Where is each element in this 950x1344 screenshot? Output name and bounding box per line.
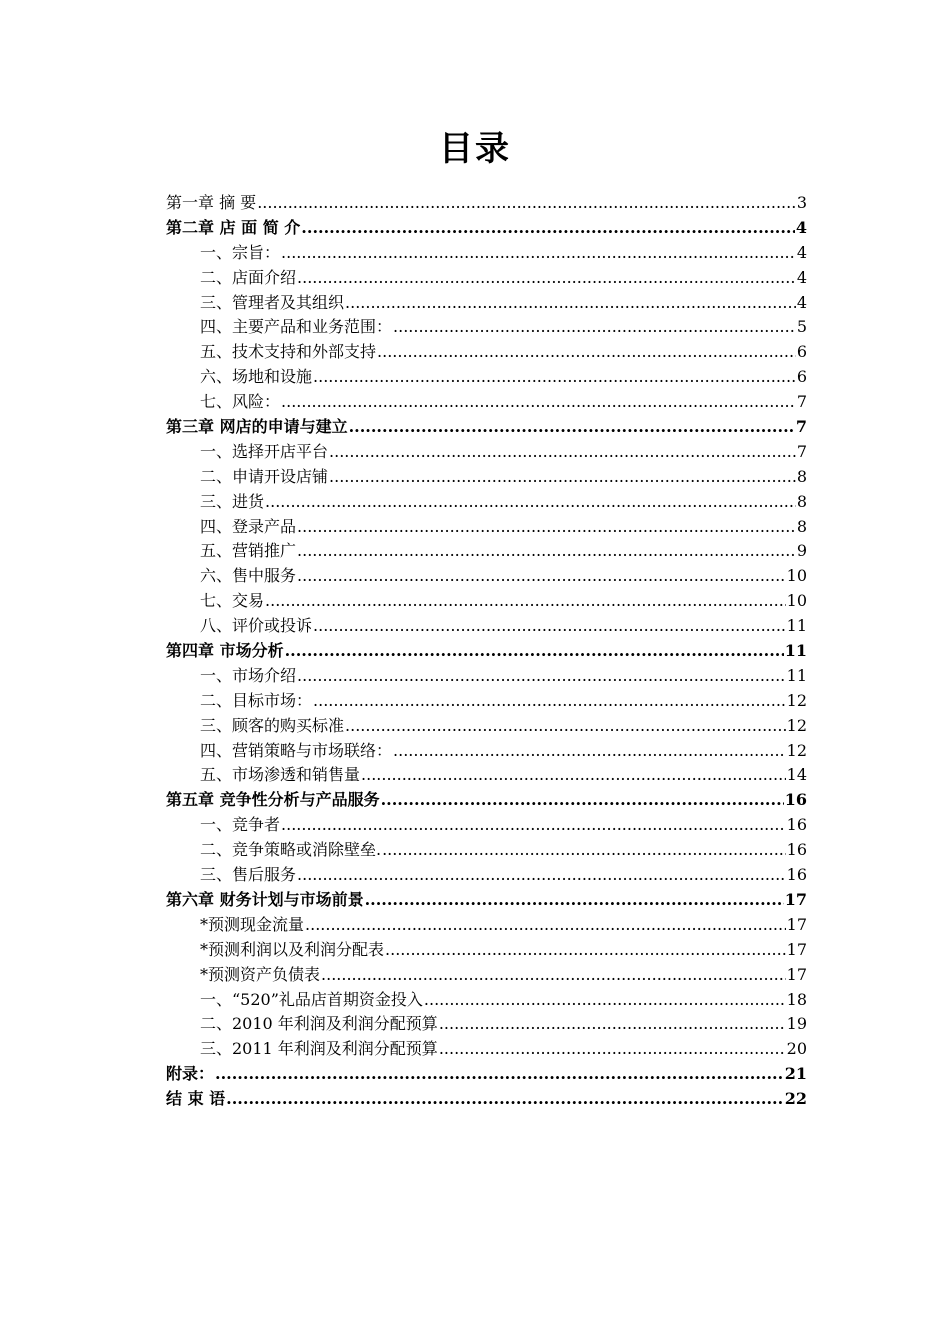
dot-leader <box>424 988 786 1013</box>
dot-leader <box>382 838 786 863</box>
toc-page-number: 16 <box>786 815 807 835</box>
toc-section-entry[interactable] <box>166 315 807 340</box>
toc-entry-label: 六、售中服务 <box>200 566 297 586</box>
toc-chapter-entry[interactable] <box>166 639 807 664</box>
dot-leader <box>301 216 795 241</box>
dot-leader <box>257 191 796 216</box>
toc-page-number: 10 <box>786 566 807 586</box>
toc-chapter-entry[interactable] <box>166 1062 807 1087</box>
dot-leader <box>349 415 795 440</box>
toc-section-entry[interactable] <box>166 365 807 390</box>
toc-chapter-entry[interactable] <box>166 788 807 813</box>
toc-page-number: 22 <box>784 1089 807 1109</box>
toc-page-number: 4 <box>796 267 807 287</box>
toc-section-entry[interactable] <box>166 988 807 1013</box>
toc-page-number: 19 <box>786 1014 807 1034</box>
toc-entry-label: 第三章 网店的申请与建立 <box>166 417 348 437</box>
toc-page-number: 11 <box>786 665 807 685</box>
toc-entry-label: 第一章 摘 要 <box>166 193 257 212</box>
toc-chapter-entry[interactable] <box>166 415 807 440</box>
dot-leader <box>313 689 786 714</box>
toc-page-number: 4 <box>795 217 807 237</box>
toc-section-entry[interactable] <box>166 838 807 863</box>
toc-page-number: 17 <box>786 964 807 984</box>
dot-leader <box>393 739 786 764</box>
toc-page-number: 8 <box>796 466 807 486</box>
toc-section-entry[interactable] <box>166 340 807 365</box>
toc-entry-label: 八、评价或投诉 <box>200 616 313 636</box>
toc-entry-label: 一、市场介绍 <box>200 665 297 685</box>
toc-chapter-entry[interactable] <box>166 216 807 241</box>
dot-leader <box>281 390 796 415</box>
toc-page-number: 16 <box>786 840 807 860</box>
toc-entry-label: 附录： <box>166 1064 215 1084</box>
toc-page-number: 12 <box>786 690 807 710</box>
toc-section-entry[interactable] <box>166 564 807 589</box>
dot-leader <box>345 714 786 739</box>
dot-leader <box>305 913 786 938</box>
toc-entry-label: 一、选择开店平台 <box>200 441 329 461</box>
toc-section-entry[interactable] <box>166 241 807 266</box>
toc-entry-label: *预测现金流量 <box>200 914 305 934</box>
toc-entry-label: 第五章 竞争性分析与产品服务 <box>166 790 380 810</box>
dot-leader <box>297 515 796 540</box>
toc-section-entry[interactable] <box>166 465 807 490</box>
toc-section-entry[interactable] <box>166 913 807 938</box>
toc-entry-label: 三、顾客的购买标准 <box>200 715 345 735</box>
dot-leader <box>329 465 796 490</box>
toc-section-entry[interactable] <box>166 440 807 465</box>
toc-entry-label: 二、店面介绍 <box>200 267 297 287</box>
dot-leader <box>321 963 786 988</box>
toc-entry-label: 二、申请开设店铺 <box>200 466 329 486</box>
toc-section-entry[interactable] <box>166 614 807 639</box>
dot-leader <box>297 266 796 291</box>
dot-leader <box>329 440 796 465</box>
dot-leader <box>381 788 784 813</box>
dot-leader <box>226 1087 784 1112</box>
toc-page-number: 12 <box>786 740 807 760</box>
toc-page-number: 5 <box>796 317 807 337</box>
toc-entry-label: 二、2010 年利润及利润分配预算 <box>200 1014 438 1034</box>
toc-page-number: 20 <box>786 1039 807 1059</box>
toc-page-number: 17 <box>786 939 807 959</box>
toc-page-number: 3 <box>796 193 807 212</box>
toc-section-entry[interactable] <box>166 1037 807 1062</box>
dot-leader <box>361 763 786 788</box>
toc-entry-label: 五、技术支持和外部支持 <box>200 342 377 362</box>
dot-leader <box>377 340 796 365</box>
toc-entry-label: 三、售后服务 <box>200 865 297 885</box>
dot-leader <box>313 365 796 390</box>
dot-leader <box>313 614 786 639</box>
toc-entry-label: 三、管理者及其组织 <box>200 292 345 312</box>
toc-chapter-entry[interactable] <box>166 1087 807 1112</box>
toc-page-number: 6 <box>796 367 807 387</box>
dot-leader <box>281 813 786 838</box>
toc-section-entry[interactable] <box>166 938 807 963</box>
toc-section-entry[interactable] <box>166 689 807 714</box>
toc-entry-label: 一、宗旨： <box>200 242 281 262</box>
dot-leader <box>365 888 784 913</box>
toc-title: 目录 <box>439 129 511 169</box>
toc-page-number: 17 <box>784 889 807 909</box>
toc-entry-label: 结 束 语 <box>166 1089 226 1109</box>
toc-entry-label: 四、主要产品和业务范围： <box>200 317 393 337</box>
toc-section-entry[interactable] <box>166 390 807 415</box>
toc-page-number: 4 <box>796 242 807 262</box>
toc-page-number: 4 <box>796 292 807 312</box>
toc-section-entry[interactable] <box>166 539 807 564</box>
toc-entry-label: *预测利润以及利润分配表 <box>200 939 385 959</box>
toc-page-number: 9 <box>796 541 807 561</box>
toc-page-number: 12 <box>786 715 807 735</box>
toc-section-entry[interactable] <box>166 813 807 838</box>
toc-page-number: 18 <box>786 989 807 1009</box>
toc-section-entry[interactable] <box>166 763 807 788</box>
toc-entry-label: 六、场地和设施 <box>200 367 313 387</box>
toc-page-number: 16 <box>786 865 807 885</box>
dot-leader <box>265 490 796 515</box>
toc-section-entry[interactable] <box>166 291 807 316</box>
toc-section-entry[interactable] <box>166 266 807 291</box>
toc-entry-label: 二、竞争策略或消除壁垒. <box>200 840 382 860</box>
toc-page-number: 11 <box>784 641 807 661</box>
toc-entry-label: 四、登录产品 <box>200 516 297 536</box>
toc-page-number: 17 <box>786 914 807 934</box>
dot-leader <box>385 938 786 963</box>
toc-entry-label: 三、进货 <box>200 491 265 511</box>
toc-page-number: 11 <box>786 616 807 636</box>
toc-section-entry[interactable] <box>166 1012 807 1037</box>
toc-section-entry[interactable] <box>166 963 807 988</box>
toc-page-number: 8 <box>796 516 807 536</box>
toc-page-number: 16 <box>784 790 807 810</box>
toc-section-entry[interactable] <box>166 863 807 888</box>
toc-section-entry[interactable] <box>166 490 807 515</box>
toc-entry-label: 四、营销策略与市场联络： <box>200 740 393 760</box>
table-of-contents <box>166 191 807 1112</box>
toc-chapter-entry[interactable] <box>166 191 807 216</box>
dot-leader <box>297 539 796 564</box>
toc-entry-label: 一、“520”礼品店首期资金投入 <box>200 989 423 1009</box>
toc-entry-label: 第六章 财务计划与市场前景 <box>166 889 364 909</box>
dot-leader <box>439 1012 786 1037</box>
toc-entry-label: 第二章 店 面 简 介 <box>166 217 301 237</box>
toc-entry-label: 一、竞争者 <box>200 815 281 835</box>
toc-page-number: 10 <box>786 591 807 611</box>
toc-entry-label: 第四章 市场分析 <box>166 641 284 661</box>
toc-entry-label: 二、目标市场： <box>200 690 313 710</box>
dot-leader <box>265 589 786 614</box>
toc-entry-label: 五、营销推广 <box>200 541 297 561</box>
toc-page-number: 6 <box>796 342 807 362</box>
toc-section-entry[interactable] <box>166 515 807 540</box>
toc-page-number: 7 <box>795 417 807 437</box>
dot-leader <box>285 639 784 664</box>
toc-page-number: 8 <box>796 491 807 511</box>
dot-leader <box>281 241 796 266</box>
toc-section-entry[interactable] <box>166 589 807 614</box>
toc-chapter-entry[interactable] <box>166 888 807 913</box>
dot-leader <box>297 564 786 589</box>
dot-leader <box>439 1037 786 1062</box>
toc-page-number: 21 <box>784 1064 807 1084</box>
dot-leader <box>345 291 796 316</box>
toc-section-entry[interactable] <box>166 739 807 764</box>
toc-section-entry[interactable] <box>166 664 807 689</box>
toc-page-number: 14 <box>786 765 807 785</box>
toc-page-number: 7 <box>796 392 807 412</box>
toc-section-entry[interactable] <box>166 714 807 739</box>
toc-entry-label: 七、交易 <box>200 591 265 611</box>
dot-leader <box>297 664 786 689</box>
dot-leader <box>393 315 796 340</box>
toc-entry-label: *预测资产负债表 <box>200 964 321 984</box>
toc-entry-label: 三、2011 年利润及利润分配预算 <box>200 1039 438 1059</box>
dot-leader <box>215 1062 784 1087</box>
toc-entry-label: 五、市场渗透和销售量 <box>200 765 361 785</box>
toc-page-number: 7 <box>796 441 807 461</box>
dot-leader <box>297 863 786 888</box>
toc-entry-label: 七、风险： <box>200 392 281 412</box>
